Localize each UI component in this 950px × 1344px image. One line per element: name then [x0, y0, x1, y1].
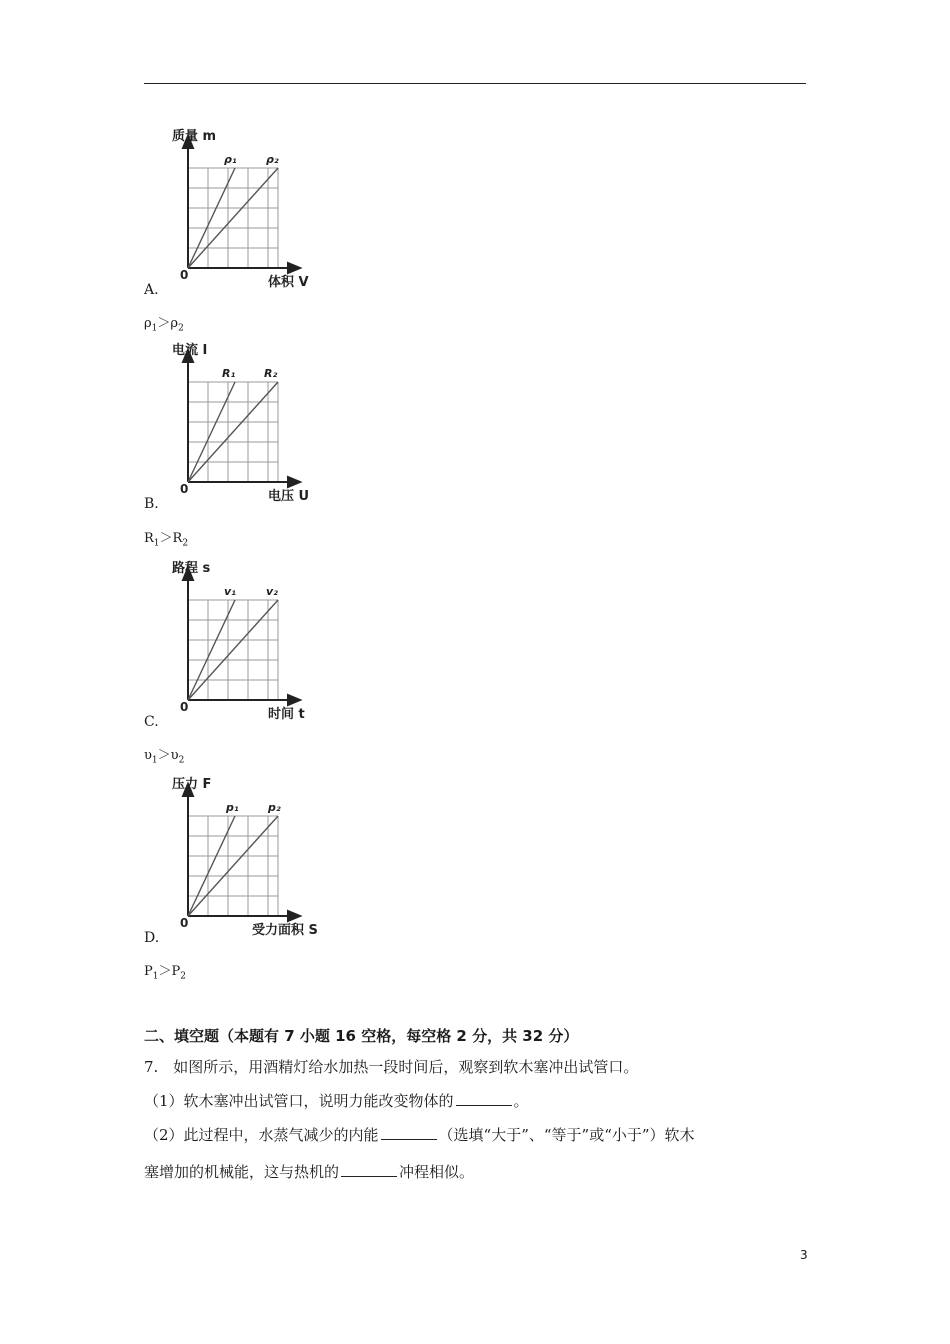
- option-a-comparison: $\rho_1>\rho_2$: [144, 316, 184, 334]
- question-7-part1: （1）软木塞冲出试管口，说明力能改变物体的 。: [144, 1092, 529, 1110]
- line1-label: ρ₁: [224, 153, 237, 166]
- line1-label: p₁: [226, 801, 239, 814]
- header-rule: [144, 83, 806, 84]
- y-axis-label: 质量 m: [172, 129, 217, 144]
- option-c-comparison: $\upsilon_1>\upsilon_2$: [144, 748, 185, 766]
- line1-label: R₁: [222, 367, 236, 380]
- option-d-comparison: $P_1>P_2$: [144, 964, 186, 982]
- x-axis-label: 受力面积 S: [252, 923, 318, 938]
- question-7-part2-cont: 塞增加的机械能，这与热机的 冲程相似。: [144, 1163, 475, 1181]
- line-v2: [188, 600, 278, 700]
- option-b-comparison: $R_1>R_2$: [144, 531, 189, 549]
- question-7-stem: 7. 如图所示，用酒精灯给水加热一段时间后，观察到软木塞冲出试管口。: [144, 1058, 639, 1076]
- answer-blank[interactable]: [341, 1162, 397, 1177]
- line2-label: p₂: [268, 801, 281, 814]
- origin-label: 0: [180, 916, 189, 930]
- graph-d: [150, 774, 340, 938]
- graph-c: [150, 558, 340, 722]
- line-p2: [188, 816, 278, 916]
- answer-blank[interactable]: [456, 1091, 512, 1106]
- graph-a: [150, 126, 340, 290]
- x-axis-label: 时间 t: [268, 707, 305, 722]
- option-a-label: A.: [144, 282, 159, 298]
- graph-b: [150, 340, 340, 504]
- origin-label: 0: [180, 700, 189, 714]
- y-axis-label: 压力 F: [172, 777, 212, 792]
- section-heading: 二、填空题（本题有 7 小题 16 空格，每空格 2 分，共 32 分）: [144, 1027, 579, 1045]
- origin-label: 0: [180, 268, 189, 282]
- line2-label: ρ₂: [266, 153, 279, 166]
- y-axis-label: 电流 I: [172, 343, 208, 358]
- line2-label: v₂: [266, 585, 278, 598]
- x-axis-label: 电压 U: [268, 489, 310, 504]
- line2-label: R₂: [264, 367, 278, 380]
- y-axis-label: 路程 s: [172, 561, 211, 576]
- option-b-label: B.: [144, 496, 159, 512]
- line-rho2: [188, 168, 278, 268]
- line1-label: v₁: [224, 585, 236, 598]
- origin-label: 0: [180, 482, 189, 496]
- answer-blank[interactable]: [381, 1125, 437, 1140]
- page-number: 3: [800, 1248, 808, 1262]
- line-r2: [188, 382, 278, 482]
- option-c-label: C.: [144, 714, 159, 730]
- question-7-part2: （2）此过程中，水蒸气减少的内能 （选填“大于”、“等于”或“小于”）软木: [144, 1126, 695, 1144]
- x-axis-label: 体积 V: [268, 275, 309, 290]
- option-d-label: D.: [144, 930, 160, 946]
